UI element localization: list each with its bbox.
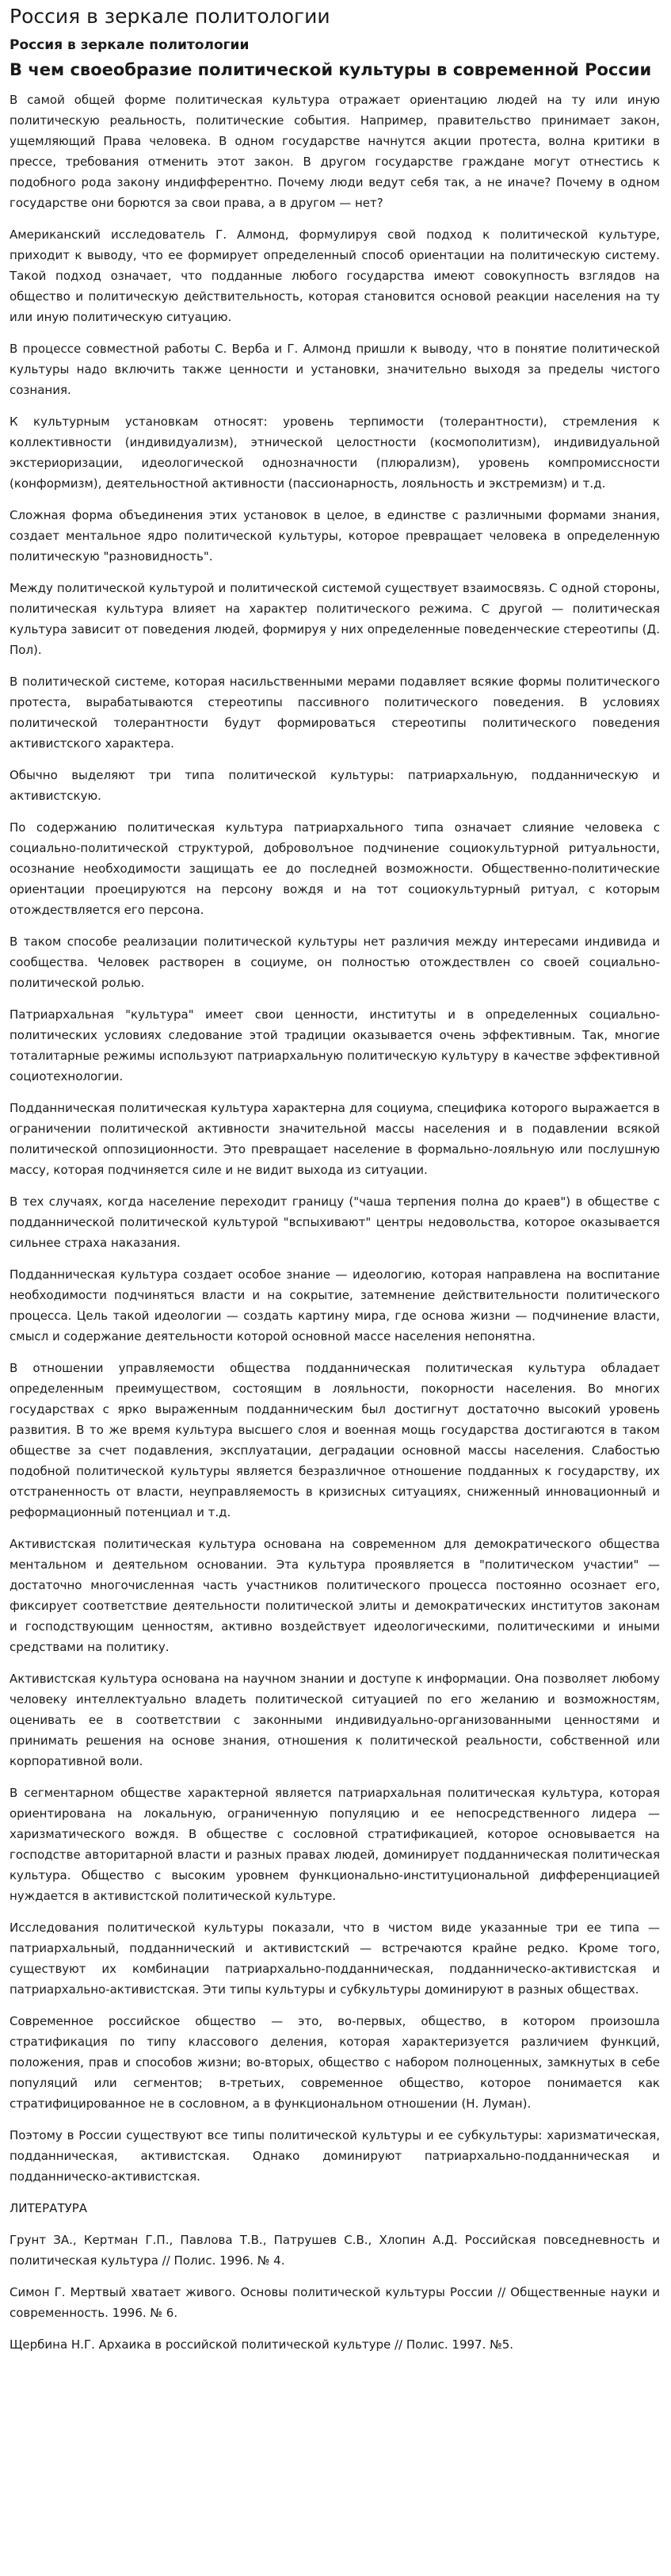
paragraph: Американский исследователь Г. Алмонд, формулируя свой подход к политической культуре, приходит к выводу, что ее формирует определенный способ ориентации на политическую систему. Такой подход означает, что подданные любого государства имеют совокупность взглядов на общество и политическую действительность, которая становится основой реакции населения на ту или иную политическую ситуацию. [10,227,660,324]
paragraph: Активистская политическая культура основана на современном для демократического общества ментальном и деятельном основании. Эта культура проявляется в "политическом участии" — достаточно многочисленная часть участников политического процесса постоянно осознает его, фиксирует соответствие деятельности политической элиты и демократических институтов законам и господствующим ценностям, активно воздействует идеологическими, политическими и иными средствами на политику. [10,1537,660,1654]
paragraph: Современное российское общество — это, во-первых, общество, в котором произошла стратификация по типу классового деления, которая характеризуется различием функций, положения, прав и способов жизни; во-вторых, общество с набором полноценных, замкнутых в себе популяций или сегментов; в-третьих, современное общество, которое понимается как стратифицированное не в сословном, а в функциональном отношении (Н. Луман). [10,2014,660,2111]
article-heading: В чем своеобразие политической культуры в современной России [10,60,652,79]
literature-section [10,2198,660,2355]
article-body [10,90,660,2187]
paragraph: Активистская культура основана на научном знании и доступе к информации. Она позволяет любому человеку интеллектуально владеть политической ситуацией по его желанию и возможностям, оценивать ее в соответствии с законными индивидуально-организованными ценностями и принимать решения на основе знания, отношения к политической реальности, собственной или корпоративной воли. [10,1672,660,1768]
paragraph: Между политической культурой и политической системой существует взаимосвязь. С одной стороны, политическая культура влияет на характер политического режима. С другой — политическая культура зависит от поведения людей, формируя у них определенные поведенческие стереотипы (Д. Пол). [10,581,660,657]
paragraph: К культурным установкам относят: уровень терпимости (толерантности), стремления к коллективности (индивидуализм), этнической целостности (космополитизм), индивидуальной экстериоризации, идеологической однозначности (плюрализм), уровень компромиссности (конформизм), деятельностной активности (пассионарность, лояльность и экстремизм) и т.д. [10,415,660,491]
paragraph: В отношении управляемости общества подданническая политическая культура обладает определенным преимуществом, состоящим в лояльности, покорности населения. Во многих государствах с ярко выраженным подданническим был достигнут достаточно высокий уровень развития. В то же время культура высшего слоя и военная мощь государства достигаются в таком обществе за счет подавления, эксплуатации, деградации основной массы населения. Слабостью подобной политической культуры является безразличное отношение подданных к государству, их отстраненность от власти, неуправляемость в кризисных ситуациях, сниженный инновационный и реформационный потенциал и т.д. [10,1361,660,1519]
paragraph: Патриархальная "культура" имеет свои ценности, институты и в определенных социально-политических условиях следование этой традиции оказывается очень эффективным. Так, многие тоталитарные режимы используют патриархальную политическую культуру в качестве эффективной социотехнологии. [10,1007,660,1084]
paragraph: Обычно выделяют три типа политической культуры: патриархальную, подданническую и активистскую. [10,768,660,803]
paragraph: В процессе совместной работы С. Верба и Г. Алмонд пришли к выводу, что в понятие политической культуры надо включить также ценности и установки, значительно выходя за пределы чистого сознания. [10,342,660,397]
paragraph: Подданническая политическая культура характерна для социума, специфика которого выражается в ограничении политической активности значительной массы населения и в подавлении всякой политической оппозиционности. Это превращает население в формально-лояльную или послушную массу, которая подчиняется силе и не видит выхода из ситуации. [10,1101,660,1177]
literature-item: Симон Г. Мертвый хватает живого. Основы политической культуры России // Общественные науки и современность. 1996. № 6. [10,2285,660,2320]
literature-title: ЛИТЕРАТУРА [10,2201,88,2215]
paragraph: Исследования политической культуры показали, что в чистом виде указанные три ее типа — патриархальный, подданнический и активистский — встречаются крайне редко. Кроме того, существуют их комбинации патриархально-подданническая, подданническо-активистская и патриархально-активистская. Эти типы культуры и субкультуры доминируют в разных обществах. [10,1921,660,1997]
paragraph: В политической системе, которая насильственными мерами подавляет всякие формы политического протеста, вырабатываются стереотипы пассивного политического поведения. В условиях политической толерантности будут формироваться стереотипы политического поведения активистского характера. [10,675,660,751]
paragraph: В тех случаях, когда население переходит границу ("чаша терпения полна до краев") в обществе с подданнической политической культурой "вспыхивают" центры недовольства, которое оказывается сильнее страха наказания. [10,1194,660,1250]
paragraph: Поэтому в России существуют все типы политической культуры и ее субкультуры: харизматическая, подданническая, активистская. Однако доминируют патриархально-подданническая и подданническо-активистская. [10,2128,660,2184]
literature-item: Грунт ЗА., Кертман Г.П., Павлова Т.В., Патрушев С.В., Хлопин А.Д. Российская повседневность и политическая культура // Полис. 1996. № 4. [10,2233,660,2268]
page-subtitle: Россия в зеркале политологии [10,37,250,53]
paragraph: По содержанию политическая культура патриархального типа означает слияние человека с социально-политической структурой, доброволъное подчинение социокультурной ритуальности, осознание необходимости защищать ее до последней возможности. Общественно-политические ориентации проецируются на персону вождя и на тот социокультурный ритуал, с которым отождествляется его персона. [10,820,660,917]
paragraph: Сложная форма объединения этих установок в целое, в единстве с различными формами знания, создает ментальное ядро политической культуры, которое превращает человека в определенную политическую "разновидность". [10,508,660,564]
page-title: Россия в зеркале политологии [10,5,330,28]
paragraph: В таком способе реализации политической культуры нет различия между интересами индивида и сообщества. Человек растворен в социуме, он полностью отождествлен со своей социально-политической ролью. [10,934,660,990]
paragraph: Подданническая культура создает особое знание — идеологию, которая направлена на воспитание необходимости подчиняться власти и на сокрытие, затемнение действительности политического процесса. Цель такой идеологии — создать картину мира, где основа жизни — подчинение власти, смысл и содержание деятельности которой основной массе населения непонятна. [10,1267,660,1343]
literature-item: Щербина Н.Г. Архаика в российской политической культуре // Полис. 1997. №5. [10,2337,514,2352]
paragraph: В сегментарном обществе характерной является патриархальная политическая культура, которая ориентирована на локальную, ограниченную популяцию и ее непосредственного лидера — харизматического вождя. В обществе с сословной стратификацией, которое основывается на господстве авторитарной власти и разных правах людей, доминирует подданническая политическая культура. Общество с высоким уровнем функционально-институциональной дифференциацией нуждается в активистской политической культуре. [10,1786,660,1903]
paragraph: В самой общей форме политическая культура отражает ориентацию людей на ту или иную политическую реальность, политические события. Например, правительство принимает закон, ущемляющий Права человека. В одном государстве начнутся акции протеста, волна критики в прессе, требования отменить этот закон. В другом государстве граждане могут отнестись к подобного рода закону индифферентно. Почему люди ведут себя так, а не иначе? Почему в одном государстве они борются за свои права, а в другом — нет? [10,93,660,210]
